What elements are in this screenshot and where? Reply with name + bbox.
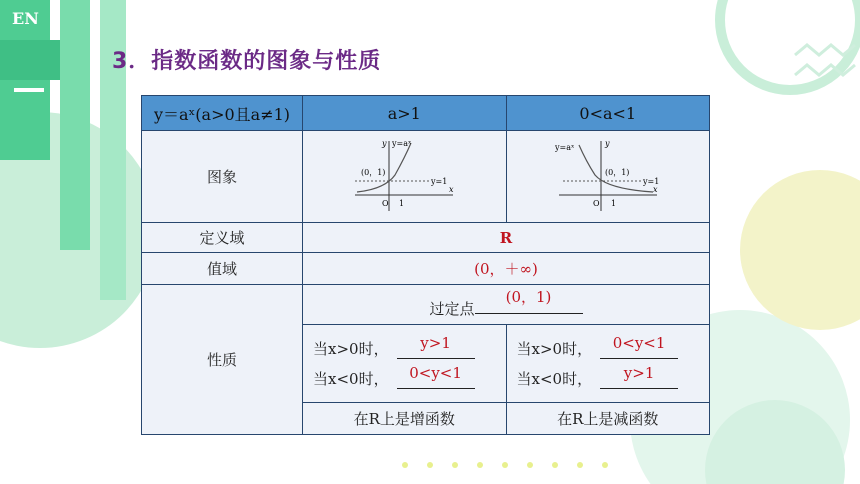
right-line1-label: 当x>0时，: [516, 340, 593, 358]
section-title: 3．指数函数的图象与性质: [112, 49, 382, 74]
graph-increasing-y1: y=1: [431, 176, 448, 186]
right-line1-blank: [600, 334, 678, 359]
header-a-between-0-1: 0<a<1: [506, 96, 710, 131]
monotonic-left: 在R上是增函数: [303, 403, 507, 435]
graph-decreasing-origin: O: [592, 198, 600, 208]
graph-increasing-x: x: [449, 184, 454, 194]
left-line2-answer: 0<y<1: [409, 364, 462, 382]
left-line2-blank: [397, 364, 475, 389]
graph-decreasing-eq: y=aˣ: [554, 142, 575, 152]
graph-decreasing-one: 1: [610, 198, 616, 208]
header-a-greater-1: a>1: [303, 96, 507, 131]
header-function: y＝aˣ(a>0且a≠1): [142, 96, 303, 131]
graph-increasing-cell: [303, 131, 507, 223]
right-line2-label: 当x<0时，: [516, 370, 593, 388]
fixed-point-blank: [475, 287, 583, 314]
sign-left-cell: [303, 325, 507, 403]
graph-increasing-y: y: [382, 138, 387, 148]
graph-decreasing: [553, 137, 663, 213]
graph-decreasing-point: (0，1): [604, 167, 630, 177]
left-line1-label: 当x>0时，: [313, 340, 389, 358]
fixed-point-cell: [303, 285, 710, 325]
right-line1-answer: 0<y<1: [612, 334, 666, 352]
graph-increasing: [349, 137, 459, 213]
left-line1-answer: y>1: [420, 334, 451, 352]
graph-decreasing-x: x: [652, 184, 658, 194]
right-line2-blank: [600, 364, 678, 389]
graph-increasing-one: 1: [399, 198, 405, 208]
properties-table: [141, 95, 710, 435]
table-header-row: [142, 96, 710, 131]
graph-decreasing-cell: [506, 131, 710, 223]
sign-right-cell: [506, 325, 710, 403]
property-label: 性质: [142, 285, 303, 435]
graph-row: [142, 131, 710, 223]
graph-decreasing-y: y: [604, 138, 610, 148]
right-line2-answer: y>1: [623, 364, 655, 382]
left-line1-blank: [397, 334, 475, 359]
range-label: 值域: [142, 253, 303, 285]
fixed-point-answer: (0，1): [505, 287, 552, 306]
domain-row: [142, 223, 710, 253]
graph-increasing-eq: y=aˣ: [392, 138, 412, 148]
monotonic-right: 在R上是减函数: [506, 403, 710, 435]
graph-label: 图象: [142, 131, 303, 223]
range-value: (0，＋∞): [303, 253, 710, 285]
left-line2-label: 当x<0时，: [313, 370, 389, 388]
range-row: [142, 253, 710, 285]
graph-decreasing-y1: y=1: [642, 176, 660, 186]
graph-increasing-point: (0，1): [361, 167, 386, 177]
domain-label: 定义域: [142, 223, 303, 253]
graph-increasing-origin: O: [382, 198, 389, 208]
fixed-point-row: [142, 285, 710, 325]
domain-value: R: [303, 223, 710, 253]
fixed-point-prefix: 过定点: [429, 299, 475, 318]
svg-text:EN: EN: [12, 9, 39, 28]
